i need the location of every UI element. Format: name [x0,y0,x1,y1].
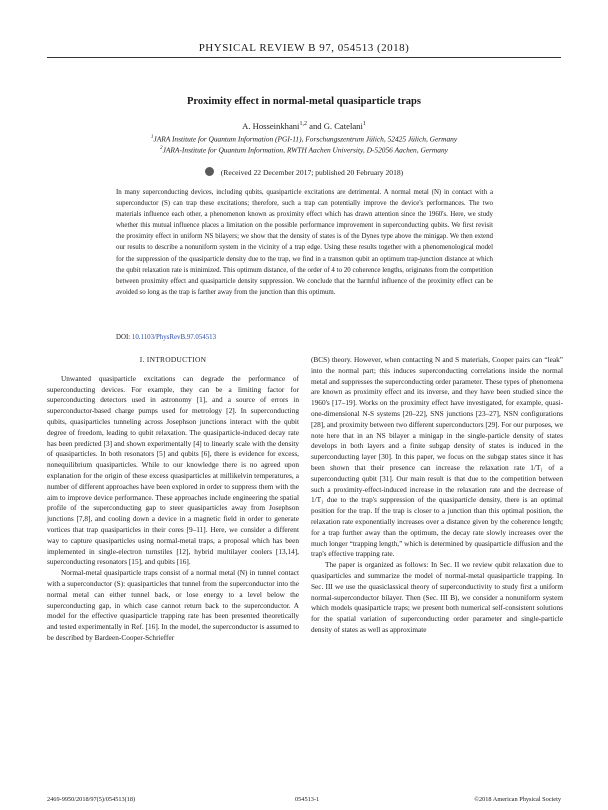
affiliation-1: $^1$JARA Institute for Quantum Information (PGI-11), Forschungszentrum Jülich, 52425 Jülich, Germany [150,134,458,144]
dates-text: (Received 22 December 2017; published 20 February 2018) [220,168,404,177]
crossmark-icon[interactable] [205,167,214,176]
header-rule [47,57,561,58]
intro-paragraph-2: Normal-metal quasiparticle traps consist of a normal metal (N) in tunnel contact with a superconductor (S): quasiparticles that tunnel from the superconductor into the normal metal can either tunnel back, or lose energy to a level below the superconducting gap, in which case cannot return back to the superconductor. A model for the effective quasiparticle trapping rate has been presented theoretically and tested experimentally in Ref. [16]. In the model, the superconductor is assumed to be described by Bardeen-Cooper-Schrieffer [47,568,299,642]
doi-line [116,334,216,341]
received-published-dates [0,167,608,177]
paper-title: Proximity effect in normal-metal quasiparticle traps [187,96,421,107]
abstract: In many superconducting devices, including qubits, quasiparticle excitations are detrimental. A normal metal (N) in contact with a superconductor (S) can trap these excitations; therefore, such a trap can potentially improve the device's performances. The two materials influence each other, a phenomenon known as proximity effect which has drawn attention since the 1960's. Here, we study whether this mutual influence places a limitation on the possible performance improvement in superconducting qubits. We first revisit the proximity effect in uniform NS bilayers; we show that the density of states is of the Dynes type above the minigap. We then extend our results to describe a nonuniform system in the vicinity of a trap edge. Using these results together with a phenomenological model for the suppression of the quasiparticle density due to the trap, we find in a transmon qubit an optimum trap-junction distance at which the qubit relaxation rate is minimized. This optimum distance, of the order of 4 to 20 coherence lengths, originates from the competition between proximity effect and quasiparticle density suppression. We conclude that the harmful influence of the proximity effect can be avoided so long as the trap is farther away from the junction than this optimum. [116,189,493,296]
journal-header: PHYSICAL REVIEW B 97, 054513 (2018) [198,42,410,54]
doi-label: DOI: [116,334,131,341]
left-column [47,347,299,644]
section-heading: I. INTRODUCTION [139,355,207,364]
intro-paragraph-3: The paper is organized as follows: In Sec. II we review qubit relaxation due to quasiparticles and summarize the model of normal-metal quasiparticle trapping. In Sec. III we use the quasiclassical theory of superconductivity to study first a uniform normal-superconductor bilayer. Then (Sec. III B), we consider a nonuniform system which models quasiparticle traps; we present both numerical self-consistent solutions for the spatial variation of superconducting order parameter and single-particle density of states as well as approximate [311,560,563,634]
footer-page-number: 054513-1 [295,796,320,803]
authors: A. Hosseinkhani$^{1,2}$ and G. Catelani$^1$ [242,121,366,131]
footer-issn: 2469-9950/2018/97(5)/054513(18) [47,796,136,803]
intro-paragraph-1: Unwanted quasiparticle excitations can degrade the performance of superconducting devices. For example, they can be a limiting factor for superconducting detectors used in astronomy [1], and a source of errors in superconductor-based charge pumps used for metrology [2]. In superconducting qubits, quasiparticles tunneling across Josephson junctions interact with the qubit degree of freedom, leading to qubit relaxation. The quasiparticle-induced decay rate has been predicted [3] and shown experimentally [4] to linearly scale with the density of quasiparticles. In both resonators [5] and qubits [6], there is evidence for excess, nonequilibrium quasiparticles. While to our knowledge there is no agreed upon explanation for the origin of these excess quasiparticles at millikelvin temperatures, a number of different approaches have been explored in order to suppress them with the aim to improve device performance. These approaches include engineering the spatial profile of the superconducting gap to steer quasiparticles away from Josephson junctions [7,8], and cooling down a device in a magnetic field in order to generate vortices that trap quasiparticles in their cores [9–11]. Here, we consider a different way to capture quasiparticles using normal-metal traps, a proposal which has been implemented in single-electron turnstiles [12], hybrid multilayer coolers [13,14], superconducting resonators [15], and qubits [16]. [47,373,299,567]
footer-copyright: ©2018 American Physical Society [474,796,561,803]
intro-paragraph-continued: (BCS) theory. However, when contacting N and S materials, Cooper pairs can “leak” into the normal part; this induces superconducting correlations inside the normal metal and suppresses the superconducting order parameter. These types of phenomena are known as proximity effect and its inverse, and they have been studied since the 1960's [17–19]. Works on the proximity effect have investigated, for example, quasi-one-dimensional N-S systems [20–22], SNS junctions [23–27], NSN configurations [28], and proximity between two different superconductors [29]. For our purposes, we note here that in an NS bilayer a minigap in the single-particle density of states develops in both layers and a finite subgap density of states is induced in the superconducting layer [30]. In this paper, we focus on the subgap states since it has been shown that their presence can increase the relaxation rate 1/T₁ of a superconducting qubit [31]. Our main result is that due to the competition between such a proximity-effect-induced increase in the relaxation rate and the decrease of 1/T₁ due to the trap's suppression of the quasiparticle density, there is an optimal position for the trap. If the trap is closer to a junction than this optimal position, the relaxation rate exponentially increases over a distance given by the coherence length; for a trap further away than the optimum, the decay rate slowly increases over the much longer “trapping length,” which is determined by quasiparticle diffusion and the trap's effective trapping rate. [311,355,563,559]
affiliation-2: $^2$JARA-Institute for Quantum Information, RWTH Aachen University, D-52056 Aachen, Germany [160,145,448,155]
right-column [311,355,563,636]
doi-link[interactable]: 10.1103/PhysRevB.97.054513 [131,334,217,341]
